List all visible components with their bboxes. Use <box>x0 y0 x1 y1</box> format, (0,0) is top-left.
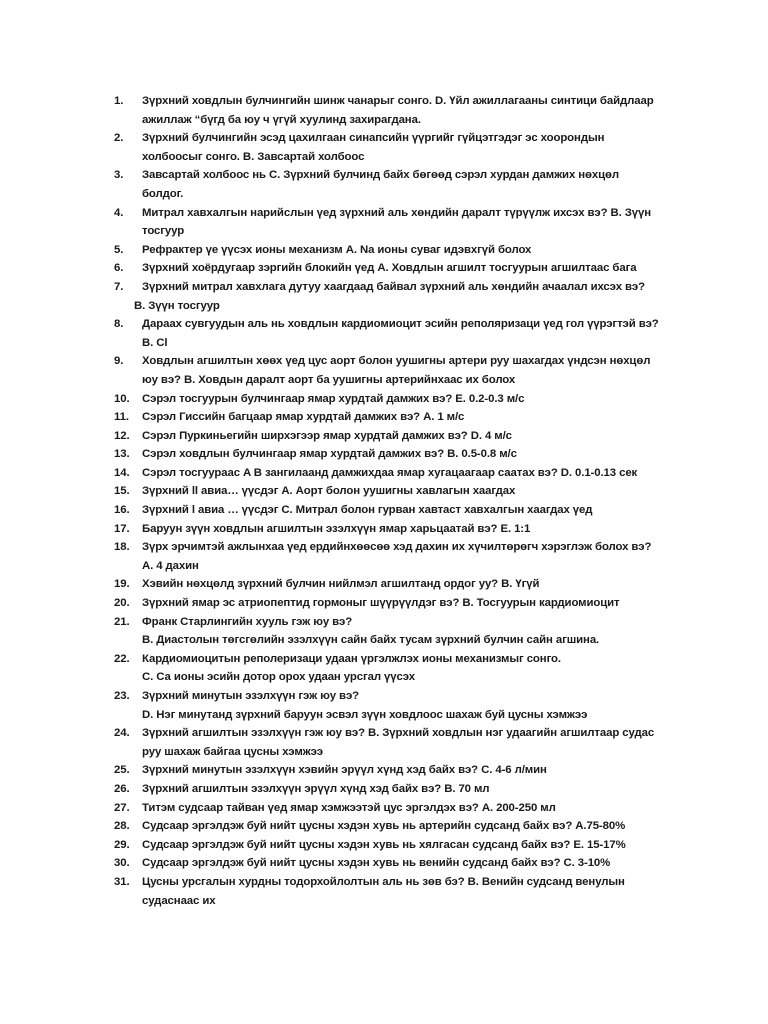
question-text: Зүрхний хоёрдугаар зэргийн блокийн үед A. Ховдлын агшилт тосгуурын агшилтаас бага <box>142 262 637 275</box>
question-item <box>114 520 694 539</box>
question-number: 21. <box>114 615 130 628</box>
question-number: 15. <box>114 485 130 498</box>
question-number: 14. <box>114 466 130 479</box>
question-text: Титэм судсаар тайван үед ямар хэмжээтэй цус эргэлдэх вэ? A. 200-250 мл <box>142 801 556 814</box>
question-item <box>114 799 694 818</box>
question-text: Сэрэл Пуркиньегийн ширхэгээр ямар хурдтай дамжих вэ? D. 4 м/с <box>142 429 512 442</box>
question-text: Франк Старлингийн хууль гэж юу вэ? <box>142 615 353 628</box>
question-text: Зүрхний митрал хавхлага дутуу хаагдаад байвал зүрхний аль хөндийн ачаалал ихсэх вэ? <box>142 280 645 293</box>
question-number: 17. <box>114 522 130 535</box>
question-text-continuation: ажиллаж “бүгд ба юу ч үгүй хуулинд захирагдана. <box>142 113 421 126</box>
question-item <box>114 538 694 575</box>
question-item <box>114 780 694 799</box>
question-text-continuation: В. Зүүн тосгуур <box>134 299 220 312</box>
question-item <box>114 761 694 780</box>
question-item <box>114 241 694 260</box>
question-text-continuation: руу шахаж байгаа цусны хэмжээ <box>142 745 324 758</box>
question-text: Хэвийн нөхцөлд зүрхний булчин нийлмэл агшилтанд ордог уу? В. Үгүй <box>142 578 540 591</box>
question-item <box>114 594 694 613</box>
question-number: 3. <box>114 169 124 182</box>
question-text-continuation: тосгуур <box>142 225 185 238</box>
question-item <box>114 352 694 389</box>
question-number: 29. <box>114 838 130 851</box>
question-text-continuation: В. Диастолын төгсгөлийн эзэлхүүн сайн байх тусам зүрхний булчин сайн агшина. <box>142 634 600 647</box>
question-item <box>114 873 694 910</box>
question-text-continuation: юу вэ? В. Ховдын даралт аорт ба уушигны артерийнхаас их болох <box>142 373 516 386</box>
question-number: 31. <box>114 875 130 888</box>
question-text: Судсаар эргэлдэж буй нийт цусны хэдэн хувь нь хялгасан судсанд байх вэ? E. 15-17% <box>142 838 626 851</box>
question-item <box>114 408 694 427</box>
question-text: Зүрхний булчингийн эсэд цахилгаан синапсийн үүргийг гүйцэтгэдэг эс хоорондын <box>142 132 605 145</box>
question-text: Цусны урсгалын хурдны тодорхойлолтын аль нь зөв бэ? В. Венийн судсанд венулын <box>142 875 625 888</box>
question-item <box>114 724 694 761</box>
question-text: Зүрхний l авиа … үүсдэг С. Митрал болон гурван хавтаст хавхалгын хаагдах үед <box>142 504 593 517</box>
question-text: Ховдлын агшилтын хөөх үед цус аорт болон уушигны артери руу шахагдах үндсэн нөхцөл <box>142 355 651 368</box>
question-item <box>114 836 694 855</box>
question-number: 24. <box>114 727 130 740</box>
question-item <box>114 259 694 278</box>
question-text-continuation: холбоосыг сонго. В. Завсартай холбоос <box>142 150 365 163</box>
question-text-continuation: судаснаас их <box>142 894 216 907</box>
question-text: Зүрхний ямар эс атриопептид гормоныг шүүрүүлдэг вэ? В. Тосгуурын кардиомиоцит <box>142 597 620 610</box>
question-item <box>114 650 694 687</box>
question-number: 25. <box>114 764 130 777</box>
question-item <box>114 464 694 483</box>
question-text: Баруун зүүн ховдлын агшилтын эзэлхүүн ямар харьцаатай вэ? E. 1:1 <box>142 522 531 535</box>
question-text: Дараах сувгуудын аль нь ховдлын кардиомиоцит эсийн реполяризаци үед гол үүрэгтэй вэ? <box>142 318 659 331</box>
question-item <box>114 575 694 594</box>
question-number: 11. <box>114 411 129 424</box>
question-text: Сэрэл тосгуурын булчингаар ямар хурдтай дамжих вэ? E. 0.2-0.3 м/с <box>142 392 525 405</box>
question-number: 9. <box>114 355 124 368</box>
question-number: 1. <box>114 95 124 107</box>
question-text: Сэрэл ховдлын булчингаар ямар хурдтай дамжих вэ? В. 0.5-0.8 м/с <box>142 448 517 461</box>
question-number: 5. <box>114 243 124 256</box>
question-item <box>114 613 694 650</box>
question-number: 8. <box>114 318 124 331</box>
question-number: 22. <box>114 652 130 665</box>
question-item <box>114 482 694 501</box>
question-number: 30. <box>114 857 130 870</box>
question-text: Судсаар эргэлдэж буй нийт цусны хэдэн хувь нь артерийн судсанд байх вэ? A.75-80% <box>142 820 626 833</box>
question-text-continuation: В. Cl <box>142 336 168 349</box>
question-item <box>114 129 694 166</box>
question-item <box>114 390 694 409</box>
question-number: 16. <box>114 504 130 517</box>
question-text: Рефрактер үе үүсэх ионы механизм A. Na ионы суваг идэвхгүй болох <box>142 243 532 256</box>
question-number: 19. <box>114 578 130 591</box>
question-number: 2. <box>114 132 124 145</box>
question-number: 7. <box>114 280 124 293</box>
question-item <box>114 278 694 315</box>
question-text-continuation: С. Са ионы эсийн дотор орох удаан урсгал үүсэх <box>142 671 416 684</box>
question-text: Зүрхний ll авиа… үүсдэг A. Аорт болон уушигны хавлагын хаагдах <box>142 485 516 498</box>
question-text: Зүрхний минутын эзэлхүүн гэж юу вэ? <box>142 690 359 702</box>
question-number: 10. <box>114 392 130 405</box>
question-text: Завсартай холбоос нь С. Зүрхний булчинд байх бөгөөд сэрэл хурдан дамжих нөхцөл <box>142 169 620 182</box>
question-text: Зүрхний агшилтын эзэлхүүн гэж юу вэ? В. Зүрхний ховдлын нэг удаагийн агшилтаар судас <box>142 727 655 740</box>
question-number: 26. <box>114 782 130 795</box>
question-item <box>114 427 694 446</box>
question-number: 18. <box>114 541 130 554</box>
question-text: Кардиомиоцитын реполеризаци удаан үргэлжлэх ионы механизмыг сонго. <box>142 652 561 665</box>
question-number: 4. <box>114 206 124 219</box>
question-list <box>114 92 694 910</box>
question-text-continuation: A. 4 дахин <box>142 559 199 572</box>
question-text: Сэрэл тосгуураас A В зангилаанд дамжихдаа ямар хугацаагаар саатах вэ? D. 0.1-0.13 сек <box>142 466 638 479</box>
question-number: 20. <box>114 597 130 610</box>
question-number: 27. <box>114 801 130 814</box>
question-text-continuation: D. Нэг минутанд зүрхний баруун эсвэл зүүн ховдлоос шахаж буй цусны хэмжээ <box>142 708 588 721</box>
question-text-continuation: болдог. <box>142 187 184 200</box>
question-item <box>114 687 694 724</box>
question-number: 6. <box>114 262 124 275</box>
question-number: 13. <box>114 448 130 461</box>
question-item <box>114 92 694 129</box>
question-text: Зүрхний агшилтын эзэлхүүн эрүүл хүнд хэд байх вэ? В. 70 мл <box>142 782 490 795</box>
question-number: 23. <box>114 690 130 702</box>
question-text: Митрал хавхалгын нарийслын үед зүрхний аль хөндийн даралт түрүүлж ихсэх вэ? В. Зүүн <box>142 206 652 219</box>
question-text: Зүрхний ховдлын булчингийн шинж чанарыг сонго. D. Үйл ажиллагааны синтици байдлаар <box>142 95 654 107</box>
question-item <box>114 817 694 836</box>
question-number: 28. <box>114 820 130 833</box>
question-item <box>114 445 694 464</box>
question-text: Зүрхний минутын эзэлхүүн хэвийн эрүүл хүнд хэд байх вэ? С. 4-6 л/мин <box>142 764 547 777</box>
question-text: Зүрх эрчимтэй ажлынхаа үед ердийнхөөсөө хэд дахин их хүчилтөрөгч хэрэглэж болох вэ? <box>142 541 652 554</box>
question-text: Судсаар эргэлдэж буй нийт цусны хэдэн хувь нь венийн судсанд байх вэ? С. 3-10% <box>142 857 611 870</box>
question-item <box>114 315 694 352</box>
question-item <box>114 854 694 873</box>
question-item <box>114 204 694 241</box>
question-item <box>114 166 694 203</box>
question-number: 12. <box>114 429 130 442</box>
question-text: Сэрэл Гиссийн багцаар ямар хурдтай дамжих вэ? A. 1 м/с <box>142 411 465 424</box>
question-item <box>114 501 694 520</box>
